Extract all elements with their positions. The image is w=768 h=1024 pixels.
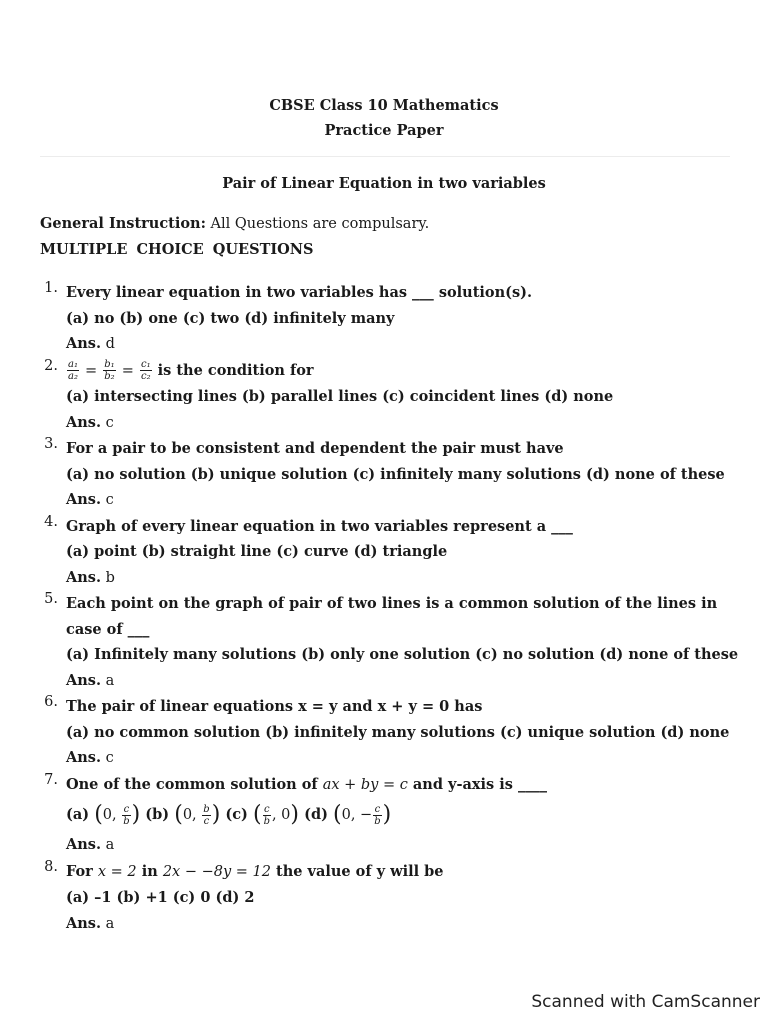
camscanner-watermark: Scanned with CamScanner [531, 992, 760, 1012]
question-text: Every linear equation in two variables has ___ solution(s). [66, 284, 533, 301]
question-options: (a) (0, $\frac{c}{b}$ ) (b) (0, $\frac{b}{c}$ ) (c) ( $\frac{c}{b}$ , 0) (d) (0, − $\frac{c}{b}$ ) [66, 802, 392, 827]
instruction-text: All Questions are compulsary. [205, 216, 430, 232]
question-options: (a) –1 (b) +1 (c) 0 (d) 2 [66, 889, 255, 906]
question-text: For x = 2 in 2x − −8y = 12 the value of y will be [66, 862, 444, 880]
answer: Ans. c [66, 491, 114, 508]
question-5 [40, 591, 740, 694]
question-text: For a pair to be consistent and dependent the pair must have [66, 440, 564, 457]
paper-header [0, 93, 768, 143]
answer: Ans. d [66, 335, 115, 352]
answer: Ans. a [66, 836, 115, 853]
section-title: MULTIPLE CHOICE QUESTIONS [40, 241, 314, 258]
question-3 [40, 436, 740, 514]
header-title: CBSE Class 10 Mathematics [269, 97, 499, 114]
question-number: 7. [44, 771, 58, 788]
answer: Ans. c [66, 413, 114, 431]
question-number: 3. [44, 436, 58, 452]
answer: Ans. c [66, 749, 114, 766]
question-options: (a) intersecting lines (b) parallel lines (c) coincident lines (d) none [66, 388, 614, 405]
question-text: Each point on the graph of pair of two lines is a common solution of the lines in case of ___ [66, 595, 718, 638]
topic-title: Pair of Linear Equation in two variables [222, 175, 546, 192]
condition-formula: $\frac{\text{a₁}}{\text{a₂}}$ = $\frac{\text{b₁}}{\text{b₂}}$ = $\frac{\text{c₁}}{\text{c₂}}$ [68, 359, 151, 382]
instruction-label: General Instruction: [40, 215, 206, 232]
question-list [40, 280, 740, 937]
question-number: 2. [44, 357, 58, 374]
question-text: One of the common solution of ax + by = c and y-axis is ____ [66, 775, 547, 793]
question-number: 1. [44, 280, 58, 296]
question-options: (a) Infinitely many solutions (b) only one solution (c) no solution (d) none of these [66, 646, 739, 663]
divider [40, 156, 730, 157]
question-4 [40, 514, 740, 592]
answer: Ans. a [66, 914, 115, 932]
question-options: (a) no common solution (b) infinitely many solutions (c) unique solution (d) none [66, 723, 730, 741]
general-instruction [40, 215, 429, 232]
header-subtitle: Practice Paper [324, 122, 444, 139]
question-options: (a) no (b) one (c) two (d) infinitely many [66, 309, 395, 327]
question-7 [40, 772, 740, 859]
question-number: 8. [44, 858, 58, 875]
question-text: The pair of linear equations x = y and x + y = 0 has [66, 698, 483, 715]
question-text: $\frac{\text{a₁}}{\text{a₂}}$ = $\frac{\text{b₁}}{\text{b₂}}$ = $\frac{\text{c₁}}{\text{c₂}}$ is the condition for [68, 359, 314, 382]
question-number: 5. [44, 591, 58, 607]
answer: Ans. b [66, 568, 115, 586]
question-number: 4. [44, 513, 58, 530]
question-2 [40, 358, 740, 437]
question-number: 6. [44, 694, 58, 710]
question-1 [40, 280, 740, 358]
question-options: (a) no solution (b) unique solution (c) infinitely many solutions (d) none of these [66, 465, 725, 483]
question-text: Graph of every linear equation in two variables represent a ___ [66, 517, 573, 535]
question-8 [40, 859, 740, 938]
answer: Ans. a [66, 671, 115, 689]
question-6 [40, 694, 740, 772]
question-options: (a) point (b) straight line (c) curve (d) triangle [66, 543, 448, 560]
